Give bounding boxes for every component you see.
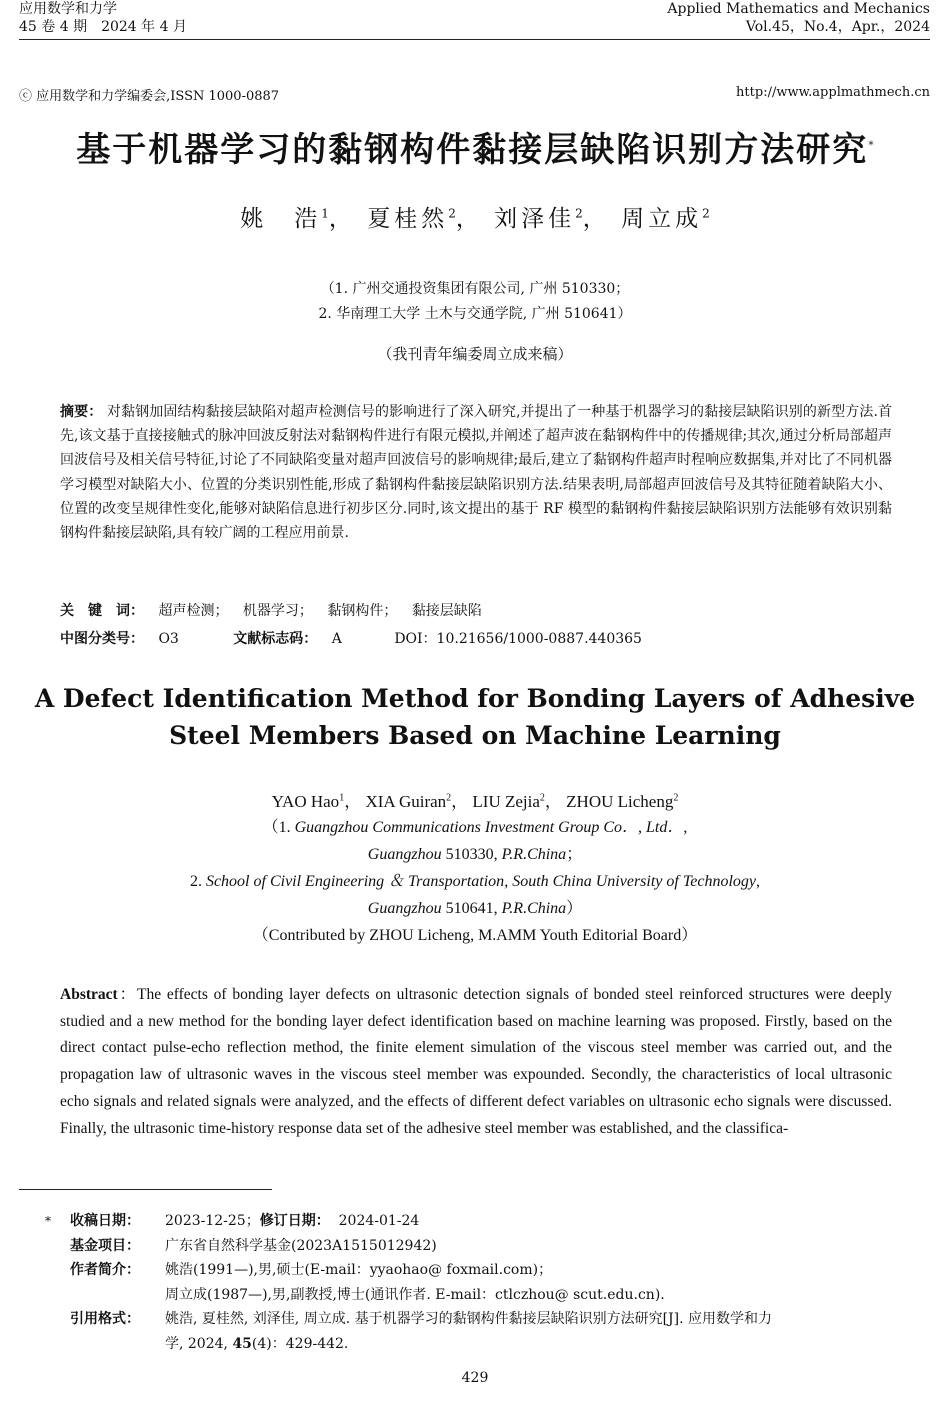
affil-postcode: 510641, [441, 900, 502, 917]
fund-label: 基金项目： [70, 1237, 140, 1254]
author-affil-mark: 1 [321, 206, 329, 221]
bio-author-2: 周立成(1987—),男,副教授,博士(通讯作者. E-mail：ctlczhou@ scut.edu.cn). [165, 1286, 665, 1303]
author-cn: 夏桂然 [367, 206, 449, 232]
bio-label: 作者简介： [70, 1262, 140, 1278]
footnote-citation [45, 1307, 935, 1356]
keyword: 黏钢构件； [327, 603, 398, 619]
affil-punct: , [683, 819, 688, 836]
paper-title-en [0, 680, 950, 754]
abstract-colon: ： [117, 986, 137, 1003]
issue-info-cn: 45 卷 4 期 2024 年 4 月 [19, 19, 187, 35]
author-affil-mark: 2 [673, 792, 679, 804]
author-separator: ， [582, 206, 610, 232]
affil-punct: , [756, 873, 761, 890]
footnote [45, 1209, 935, 1356]
affil-punct: ） [566, 900, 583, 917]
title-en-line: A Defect Identification Method for Bonding Layers of Adhesive [34, 684, 916, 713]
abstract-text-cn: 对黏钢加固结构黏接层缺陷对超声检测信号的影响进行了深入研究,并提出了一种基于机器学习的黏接层缺陷识别的新型方法.首先,该文基于直接接触式的脉冲回波反射法对黏钢构件进行有限元模拟,并阐述了超声波在黏钢构件中的传播规律;其次,通过分析局部超声回波信号及相关信号特征,讨论了不同缺陷变量对超声回波信号的影响规律;最后,建立了黏钢构件超声时程响应数据集,并对比了不同机器学习模型对缺陷大小、位置的分类识别性能,形成了黏钢构件黏接层缺陷识别方法.结果表明,局部超声回波信号及其特征随着缺陷大小、位置的改变呈规律性变化,能够对缺陷信息进行初步区分.同时,该文提出的基于 RF 模型的黏钢构件黏接层缺陷识别方法能够有效识别黏钢构件黏接层缺陷,具有较广阔的工程应用前景. [60, 404, 893, 542]
received-revised [165, 1209, 935, 1234]
authors-en [0, 787, 950, 812]
abstract-cn [60, 400, 892, 545]
affiliation-cn-1: （1. 广州交通投资集团有限公司, 广州 510330； [320, 281, 630, 297]
doc-code-value: A [331, 631, 342, 647]
affiliation-en-1b [0, 841, 950, 868]
contributed-note-en: （Contributed by ZHOU Licheng, M.AMM Youth Editorial Board） [252, 927, 698, 944]
author-cn: 姚 浩 [240, 206, 322, 232]
author-affil-mark: 2 [539, 792, 545, 804]
bio-value [165, 1258, 935, 1307]
doc-code-label: 文献标志码： [233, 631, 318, 647]
author-cn: 刘泽佳 [494, 206, 576, 232]
contributed-note-cn: （我刊青年编委周立成来稿） [377, 345, 573, 363]
footnote-divider [19, 1189, 272, 1190]
author-affil-mark: 2 [446, 792, 452, 804]
author-separator: ， [451, 792, 469, 811]
affiliations-en [0, 814, 950, 949]
title-text-cn: 基于机器学习的黏钢构件黏接层缺陷识别方法研究 [76, 130, 869, 170]
keyword: 机器学习； [242, 603, 313, 619]
affiliation-en-1a [0, 814, 950, 841]
affiliation-en-2a [0, 868, 950, 895]
journal-name-en: Applied Mathematics and Mechanics [667, 1, 930, 17]
affil-university: South China University of Technology [512, 873, 757, 890]
page-number: 429 [461, 1370, 489, 1386]
affiliations-cn [0, 277, 950, 327]
author-affil-mark: 2 [702, 206, 710, 221]
author-en: ZHOU Licheng [566, 792, 674, 811]
abstract-text-en: The effects of bonding layer defects on ultrasonic detection signals of bonded steel reinforced structures were deeply studied and a new method for the bonding layer defect identification based on machine learning was proposed. Firstly, based on the direct contact pulse-echo reflection method, the finite element simulation of the viscous steel member was carried out, and the propagation law of ultrasonic waves in the viscous steel member was expounded. Secondly, the characteristics of local ultrasonic echo signals and related signals were analyzed, and the effects of different defect variables on ultrasonic echo signals were discussed. Finally, the ultrasonic time-history response data set of the adhesive steel member was established, and the classifica- [60, 986, 892, 1137]
cite-year: 学, 2024, [165, 1335, 233, 1352]
affil-org: School of Civil Engineering ＆ Transportation [205, 873, 505, 890]
affil-prefix: （1. [262, 819, 295, 836]
cite-volume: 45 [232, 1335, 252, 1352]
journal-name-cn: 应用数学和力学 [19, 1, 117, 17]
keywords-cn [60, 600, 492, 620]
copyright-notice: ⓒ 应用数学和力学编委会,ISSN 1000-0887 [19, 89, 280, 104]
author-affil-mark: 1 [339, 792, 345, 804]
running-header-left [19, 0, 187, 36]
affiliation-en-2b [0, 895, 950, 922]
revised-label: 修订日期： [259, 1213, 330, 1229]
author-separator: ， [344, 792, 362, 811]
affil-postcode: 510330, [441, 846, 502, 863]
paper-title-cn [0, 122, 950, 171]
affil-punct: , [504, 873, 513, 890]
issue-info-en: Vol.45，No.4，Apr.，2024 [745, 19, 930, 35]
author-affil-mark: 2 [448, 206, 456, 221]
affil-org: Guangzhou Communications Investment Group Co．, Ltd． [294, 819, 684, 836]
keyword: 超声检测； [158, 603, 229, 619]
clc-value: O3 [158, 631, 179, 647]
cite-value [165, 1307, 935, 1356]
abstract-label-en: Abstract [60, 986, 118, 1003]
author-affil-mark: 2 [575, 206, 583, 221]
received-label: 收稿日期： [70, 1213, 140, 1229]
author-separator: ， [455, 206, 483, 232]
author-separator: ， [328, 206, 356, 232]
cite-label: 引用格式： [70, 1311, 140, 1327]
journal-url[interactable]: http://www.applmathmech.cn [736, 85, 930, 100]
doi[interactable]: DOI：10.21656/1000-0887.440365 [394, 631, 642, 647]
cite-line-1: 姚浩, 夏桂然, 刘泽佳, 周立成. 基于机器学习的黏钢构件黏接层缺陷识别方法研究[J]. 应用数学和力 [165, 1311, 773, 1327]
cite-line-2 [165, 1332, 935, 1357]
footnote-star: * [45, 1214, 51, 1228]
cite-pages: (4)：429-442. [251, 1335, 349, 1352]
affil-prefix: 2. [189, 873, 206, 890]
keywords-label: 关 键 词： [60, 603, 144, 619]
abstract-en [60, 982, 892, 1142]
received-date: 2023-12-25； [165, 1213, 260, 1229]
footnote-received [45, 1209, 935, 1234]
affil-city: Guangzhou [367, 846, 442, 863]
footnote-fund [45, 1234, 935, 1259]
running-header-right [667, 0, 930, 36]
bio-author-1: 姚浩(1991—),男,硕士(E-mail：yyaohao@ foxmail.com)； [165, 1262, 553, 1278]
abstract-label-cn: 摘要： [60, 404, 103, 420]
header-divider [19, 39, 930, 40]
affiliation-cn-2: 2. 华南理工大学 土木与交通学院, 广州 510641） [318, 306, 632, 322]
classification-line [60, 628, 652, 648]
author-en: YAO Hao [271, 792, 340, 811]
affil-country: P.R.China [501, 846, 567, 863]
author-separator: ， [544, 792, 562, 811]
affil-country: P.R.China [501, 900, 567, 917]
authors-cn [0, 200, 950, 233]
keyword: 黏接层缺陷 [411, 603, 482, 619]
footnote-bio [45, 1258, 935, 1307]
affil-punct: ； [566, 846, 583, 863]
fund-value: 广东省自然科学基金(2023A1515012942) [165, 1237, 437, 1254]
clc-label: 中图分类号： [60, 631, 144, 647]
author-cn: 周立成 [621, 206, 703, 232]
author-en: LIU Zejia [472, 792, 540, 811]
author-en: XIA Guiran [365, 792, 447, 811]
title-footnote-mark: * [868, 138, 874, 152]
affil-city: Guangzhou [367, 900, 442, 917]
revised-date: 2024-01-24 [338, 1213, 420, 1229]
title-en-line: Steel Members Based on Machine Learning [169, 721, 781, 750]
